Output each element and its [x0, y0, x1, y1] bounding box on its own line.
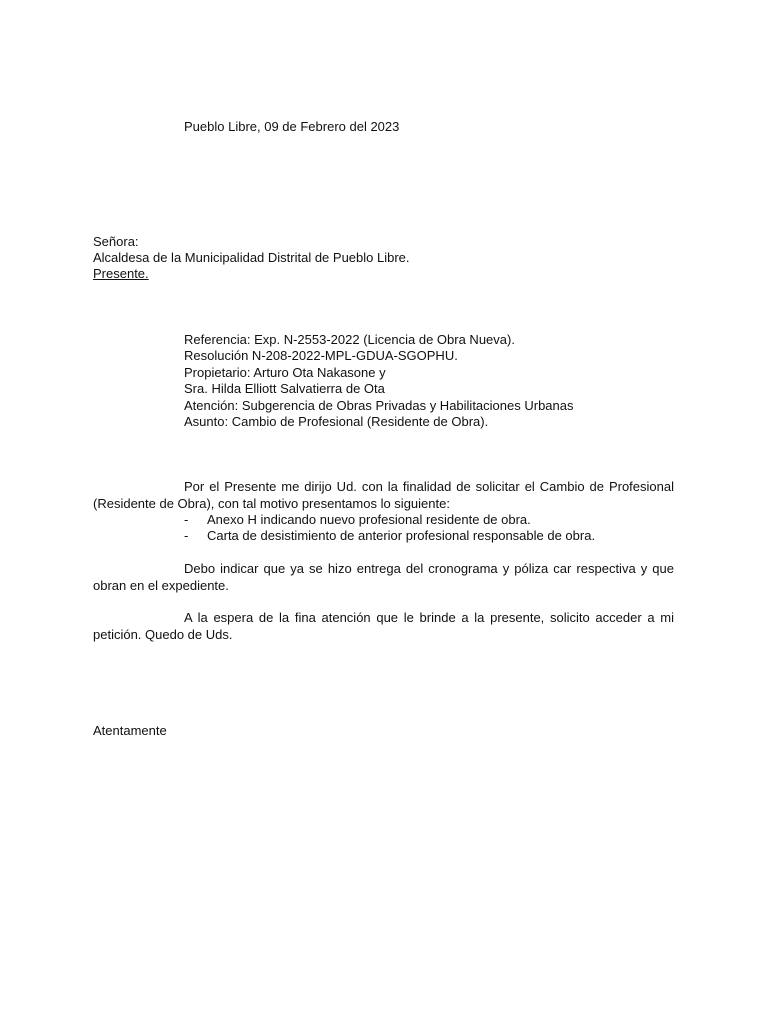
- recipient-title: Alcaldesa de la Municipalidad Distrital de Pueblo Libre.: [93, 250, 410, 265]
- bullet-marker-2: -: [184, 528, 189, 543]
- body-paragraph-2: Debo indicar que ya se hizo entrega del cronograma y póliza car respectiva y que obran en el expediente.: [93, 561, 674, 593]
- bullet-item-1: Anexo H indicando nuevo profesional residente de obra.: [207, 512, 531, 527]
- owner-line-2: Sra. Hilda Elliott Salvatierra de Ota: [184, 381, 385, 396]
- closing: Atentamente: [93, 723, 167, 738]
- owner-line: Propietario: Arturo Ota Nakasone y: [184, 365, 386, 380]
- salutation: Señora:: [93, 234, 139, 249]
- date-line: Pueblo Libre, 09 de Febrero del 2023: [184, 119, 400, 134]
- resolution-line: Resolución N-208-2022-MPL-GDUA-SGOPHU.: [184, 348, 458, 363]
- subject-line: Asunto: Cambio de Profesional (Residente de Obra).: [184, 414, 489, 429]
- attention-line: Atención: Subgerencia de Obras Privadas y Habilitaciones Urbanas: [184, 398, 574, 413]
- body-paragraph-1: Por el Presente me dirijo Ud. con la finalidad de solicitar el Cambio de Profesional (Residente de Obra), con tal motivo presentamos lo siguiente:: [93, 479, 674, 511]
- body-paragraph-3: A la espera de la fina atención que le brinde a la presente, solicito acceder a mi petición. Quedo de Uds.: [93, 610, 674, 642]
- bullet-marker-1: -: [184, 512, 189, 527]
- presente-label: Presente.: [93, 266, 149, 281]
- bullet-item-2: Carta de desistimiento de anterior profesional responsable de obra.: [207, 528, 596, 543]
- reference-line: Referencia: Exp. N-2553-2022 (Licencia de Obra Nueva).: [184, 332, 515, 347]
